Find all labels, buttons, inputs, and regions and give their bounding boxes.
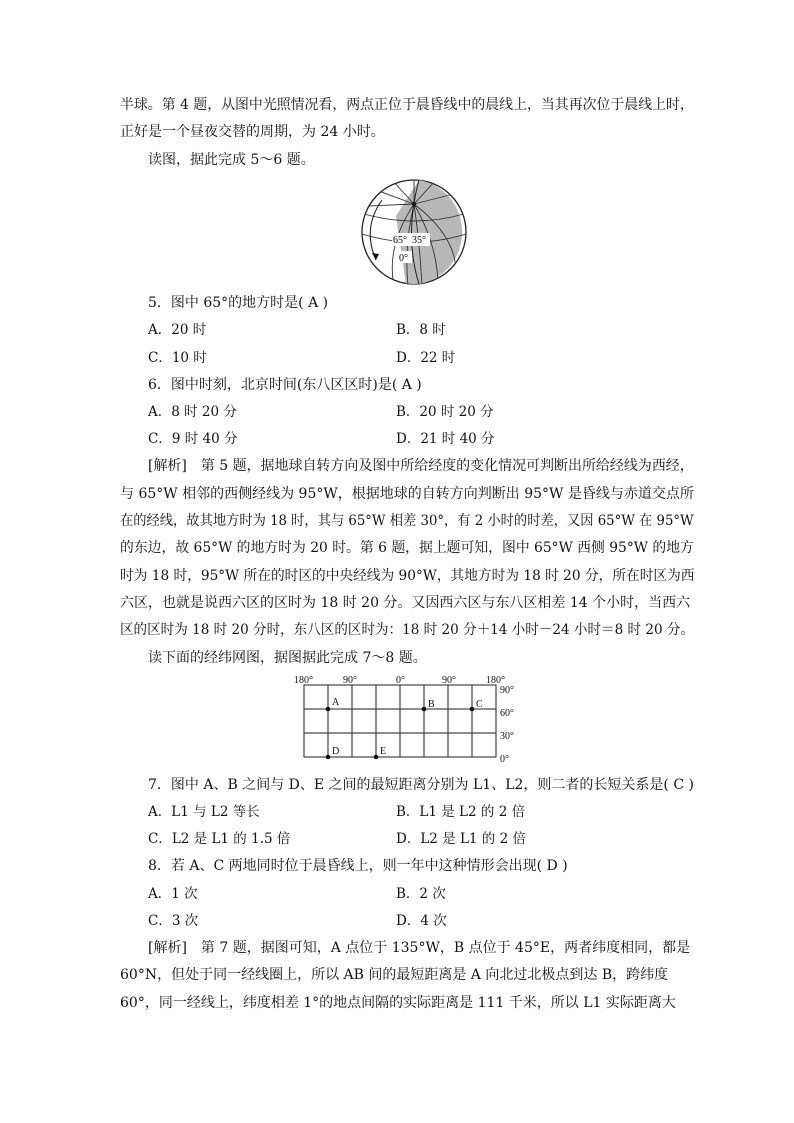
q7-option-c: C．L2 是 L1 的 1.5 倍 — [148, 831, 291, 847]
q7-option-b: B．L1 是 L2 的 2 倍 — [396, 804, 526, 820]
top-label-90e: 90° — [442, 675, 456, 686]
q5-option-b: B．8 时 — [396, 322, 446, 338]
read-instruction-5-6: 读图，据此完成 5～6 题。 — [148, 152, 315, 168]
top-label-180e: 180° — [486, 675, 505, 686]
analysis2-line-2: 60°N，但处于同一经线圈上，所以 AB 间的最短距离是 A 向北过北极点到达 B，跨纬度 — [120, 967, 669, 983]
q7-option-d: D．L2 是 L1 的 2 倍 — [396, 831, 526, 847]
analysis1-line-4: 的东边，故 65°W 的地方时为 20 时。第 6 题，据上题可知，图中 65°W 西侧 95°W 的地方 — [120, 540, 694, 556]
q6-stem: 6．图中时刻，北京时间(东八区区时)是( A ) — [148, 377, 422, 393]
q5-option-a: A．20 时 — [148, 322, 207, 338]
point-d-label: D — [332, 746, 340, 757]
q8-option-d: D．4 次 — [396, 913, 447, 929]
point-a-dot — [326, 707, 331, 712]
point-a-label: A — [332, 697, 340, 708]
point-c-label: C — [476, 699, 483, 710]
analysis1-line-5: 时为 18 时，95°W 所在的时区的中央经线为 90°W，其地方时为 18 时 20 分，所在时区为西 — [120, 568, 695, 584]
analysis1-line-6: 六区，也就是说西六区的区时为 18 时 20 分。又因西六区与东八区相差 14 个小时，当西六 — [120, 595, 691, 611]
point-b-dot — [422, 707, 427, 712]
latlon-grid-figure — [292, 672, 528, 768]
point-e-label: E — [380, 746, 387, 757]
point-b-label: B — [428, 699, 435, 710]
right-label-0: 0° — [500, 754, 509, 765]
label-35: 35° — [412, 235, 426, 246]
q7-stem: 7．图中 A、B 之间与 D、E 之间的最短距离分别为 L1、L2，则二者的长短关系是( C ) — [148, 777, 694, 793]
q8-option-b: B．2 次 — [396, 886, 446, 902]
analysis1-line-2: 与 65°W 相邻的西侧经线为 95°W，根据地球的自转方向判断出 95°W 是昏线与赤道交点所 — [120, 486, 694, 502]
q6-option-c: C．9 时 40 分 — [148, 431, 238, 447]
label-65: 65° — [393, 235, 407, 246]
q8-option-a: A．1 次 — [148, 886, 198, 902]
right-label-60: 60° — [500, 708, 514, 719]
q6-option-d: D．21 时 40 分 — [396, 431, 495, 447]
top-label-0: 0° — [396, 675, 405, 686]
analysis1-line-7: 区的区时为 18 时 20 分时，东八区的区时为：18 时 20 分＋14 小时－24 小时＝8 时 20 分。 — [120, 622, 695, 638]
top-label-180w: 180° — [294, 675, 313, 686]
q5-option-c: C．10 时 — [148, 350, 207, 366]
q8-option-c: C．3 次 — [148, 913, 199, 929]
top-label-90w: 90° — [343, 675, 357, 686]
right-label-90: 90° — [500, 685, 514, 696]
q7-option-a: A．L1 与 L2 等长 — [148, 804, 260, 820]
intro-line-1: 半球。第 4 题，从图中光照情况看，两点正位于晨昏线中的晨线上，当其再次位于晨线上时， — [120, 97, 694, 113]
right-label-30: 30° — [500, 731, 514, 742]
point-d-dot — [326, 755, 331, 760]
analysis1-line-1: [解析] 第 5 题，据地球自转方向及图中所给经度的变化情况可判断出所给经线为西经， — [148, 458, 694, 474]
analysis2-line-1: [解析] 第 7 题，据图可知，A 点位于 135°W，B 点位于 45°E，两者纬度相同，都是 — [148, 940, 691, 956]
q5-option-d: D．22 时 — [396, 350, 456, 366]
point-c-dot — [470, 707, 475, 712]
analysis1-line-3: 在的经线，故其地方时为 18 时，其与 65°W 相差 30°，有 2 小时的时差，又因 65°W 在 95°W — [120, 513, 694, 529]
label-0: 0° — [399, 253, 408, 264]
q8-stem: 8．若 A、C 两地同时位于晨昏线上，则一年中这种情形会出现( D ) — [148, 858, 568, 874]
q6-option-a: A．8 时 20 分 — [148, 404, 237, 420]
read-instruction-7-8: 读下面的经纬网图，据图据此完成 7～8 题。 — [148, 650, 427, 666]
q6-option-b: B．20 时 20 分 — [396, 404, 494, 420]
analysis2-line-3: 60°，同一经线上，纬度相差 1°的地点间隔的实际距离是 111 千米，所以 L1 实际距离大 — [120, 995, 676, 1011]
q5-stem: 5．图中 65°的地方时是( A ) — [148, 295, 329, 311]
intro-line-2: 正好是一个昼夜交替的周期，为 24 小时。 — [120, 124, 385, 140]
point-e-dot — [374, 755, 379, 760]
globe-figure — [356, 176, 472, 288]
